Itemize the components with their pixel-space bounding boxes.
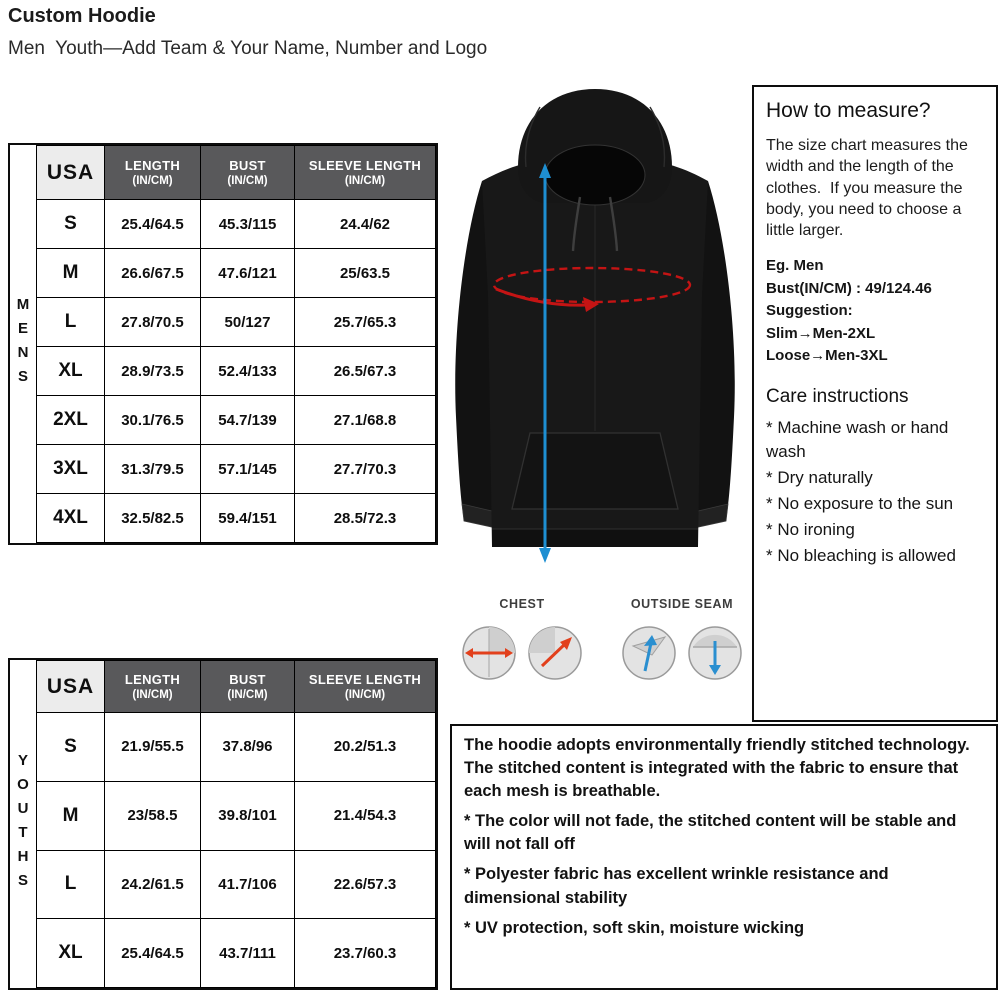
- youths-side-label-text: YOUTHS: [14, 752, 32, 896]
- care-instructions-list: [766, 416, 986, 569]
- seam-up-arrow-icon: [621, 625, 677, 681]
- bust-header-label: BUST: [229, 158, 266, 173]
- chest-width-arrow-icon: [461, 625, 517, 681]
- bust-header-label: BUST: [229, 672, 266, 687]
- hoodie-product-image: [440, 85, 750, 597]
- bust-cell: 47.6/121: [201, 249, 295, 298]
- bust-header-unit: (IN/CM): [227, 175, 268, 187]
- table-row: [37, 200, 436, 249]
- bust-cell: 37.8/96: [201, 713, 295, 782]
- example-line: Loose→Men-3XL: [766, 347, 888, 365]
- length-header: [105, 661, 201, 713]
- youths-side-label: [10, 660, 36, 988]
- care-item: * Machine wash or hand wash: [766, 417, 949, 461]
- length-cell: 26.6/67.5: [105, 249, 201, 298]
- example-line: Bust(IN/CM) : 49/124.46: [766, 279, 932, 297]
- sleeve-cell: 28.5/72.3: [295, 494, 436, 543]
- care-item: * Dry naturally: [766, 468, 873, 488]
- table-row: [37, 713, 436, 782]
- hoodie-illustration: [440, 85, 750, 597]
- mens-size-grid: [36, 145, 436, 543]
- mens-side-label-text: MENS: [14, 296, 32, 392]
- chest-measure-group: [452, 597, 592, 681]
- bust-cell: 50/127: [201, 298, 295, 347]
- page-title: Custom Hoodie: [8, 5, 156, 27]
- size-cell: 4XL: [37, 494, 105, 543]
- size-cell: M: [37, 781, 105, 850]
- sleeve-header-label: SLEEVE LENGTH: [308, 158, 422, 173]
- size-cell: L: [37, 850, 105, 919]
- page-subtitle: Men Youth—Add Team & Your Name, Number and Logo: [8, 38, 488, 59]
- size-cell: S: [37, 713, 105, 782]
- example-line: Suggestion:: [766, 302, 853, 320]
- example-line: Eg. Men: [766, 257, 824, 275]
- table-row: [37, 445, 436, 494]
- bust-cell: 39.8/101: [201, 781, 295, 850]
- sleeve-cell: 22.6/57.3: [295, 850, 436, 919]
- table-row: [37, 850, 436, 919]
- length-cell: 23/58.5: [105, 781, 201, 850]
- table-row: [37, 494, 436, 543]
- sleeve-cell: 21.4/54.3: [295, 781, 436, 850]
- care-item: * No exposure to the sun: [766, 494, 954, 514]
- sleeve-cell: 26.5/67.3: [295, 347, 436, 396]
- product-features-panel: [450, 724, 998, 990]
- bust-header: [201, 146, 295, 200]
- length-cell: 24.2/61.5: [105, 850, 201, 919]
- feature-item: * The color will not fade, the stitched content will be stable and will not fall off: [464, 812, 957, 854]
- sleeve-cell: 27.1/68.8: [295, 396, 436, 445]
- care-item: * No ironing: [766, 520, 855, 540]
- measure-description: The size chart measures the width and the length of the clothes. If you measure the body, you need to choose a little larger.: [766, 137, 973, 240]
- bust-cell: 52.4/133: [201, 347, 295, 396]
- mens-side-label: [10, 145, 36, 543]
- measure-panel-title: How to measure?: [766, 99, 931, 122]
- sleeve-cell: 27.7/70.3: [295, 445, 436, 494]
- chest-label: CHEST: [499, 597, 545, 611]
- outside-seam-label: OUTSIDE SEAM: [630, 597, 734, 611]
- youths-size-grid: [36, 660, 436, 988]
- sleeve-cell: 23.7/60.3: [295, 919, 436, 988]
- outside-seam-measure-group: [612, 597, 752, 681]
- size-cell: S: [37, 200, 105, 249]
- bust-cell: 41.7/106: [201, 850, 295, 919]
- seam-down-arrow-icon: [687, 625, 743, 681]
- table-row: [37, 781, 436, 850]
- sleeve-cell: 24.4/62: [295, 200, 436, 249]
- size-cell: 3XL: [37, 445, 105, 494]
- size-cell: XL: [37, 919, 105, 988]
- length-cell: 25.4/64.5: [105, 200, 201, 249]
- usa-header: USA: [37, 661, 105, 713]
- sleeve-header-unit: (IN/CM): [344, 175, 386, 187]
- bust-cell: 59.4/151: [201, 494, 295, 543]
- usa-header: USA: [37, 146, 105, 200]
- length-cell: 30.1/76.5: [105, 396, 201, 445]
- care-instructions-title: Care instructions: [766, 385, 909, 407]
- sleeve-header-label: SLEEVE LENGTH: [308, 672, 422, 687]
- length-header: [105, 146, 201, 200]
- table-row: [37, 396, 436, 445]
- feature-item: * Polyester fabric has excellent wrinkle resistance and dimensional stability: [464, 865, 889, 907]
- features-intro: The hoodie adopts environmentally friendly stitched technology. The stitched content is integrated with the fabric to ensure that each mesh is breathable.: [464, 736, 970, 801]
- length-header-unit: (IN/CM): [132, 689, 173, 701]
- table-row: [37, 919, 436, 988]
- sleeve-header-unit: (IN/CM): [344, 689, 386, 701]
- table-row: [37, 249, 436, 298]
- bust-cell: 54.7/139: [201, 396, 295, 445]
- mens-size-table: [8, 143, 438, 545]
- length-cell: 28.9/73.5: [105, 347, 201, 396]
- table-row: [37, 298, 436, 347]
- length-header-label: LENGTH: [124, 672, 181, 687]
- sleeve-cell: 25/63.5: [295, 249, 436, 298]
- how-to-measure-panel: [752, 85, 998, 722]
- sleeve-cell: 20.2/51.3: [295, 713, 436, 782]
- bust-cell: 45.3/115: [201, 200, 295, 249]
- length-cell: 32.5/82.5: [105, 494, 201, 543]
- length-cell: 25.4/64.5: [105, 919, 201, 988]
- sleeve-cell: 25.7/65.3: [295, 298, 436, 347]
- youths-header-row: [37, 661, 436, 713]
- bust-cell: 43.7/111: [201, 919, 295, 988]
- mens-header-row: [37, 146, 436, 200]
- length-cell: 27.8/70.5: [105, 298, 201, 347]
- size-cell: L: [37, 298, 105, 347]
- example-line: Slim→Men-2XL: [766, 324, 876, 342]
- bust-header: [201, 661, 295, 713]
- length-header-label: LENGTH: [124, 158, 181, 173]
- chest-diagonal-arrow-icon: [527, 625, 583, 681]
- measure-example-block: [766, 255, 986, 368]
- size-cell: 2XL: [37, 396, 105, 445]
- size-cell: M: [37, 249, 105, 298]
- length-cell: 31.3/79.5: [105, 445, 201, 494]
- size-cell: XL: [37, 347, 105, 396]
- length-cell: 21.9/55.5: [105, 713, 201, 782]
- table-row: [37, 347, 436, 396]
- feature-item: * UV protection, soft skin, moisture wicking: [464, 918, 805, 937]
- bust-header-unit: (IN/CM): [227, 689, 268, 701]
- sleeve-header: [295, 146, 436, 200]
- bust-cell: 57.1/145: [201, 445, 295, 494]
- sleeve-header: [295, 661, 436, 713]
- length-header-unit: (IN/CM): [132, 175, 173, 187]
- care-item: * No bleaching is allowed: [766, 546, 956, 566]
- youths-size-table: [8, 658, 438, 990]
